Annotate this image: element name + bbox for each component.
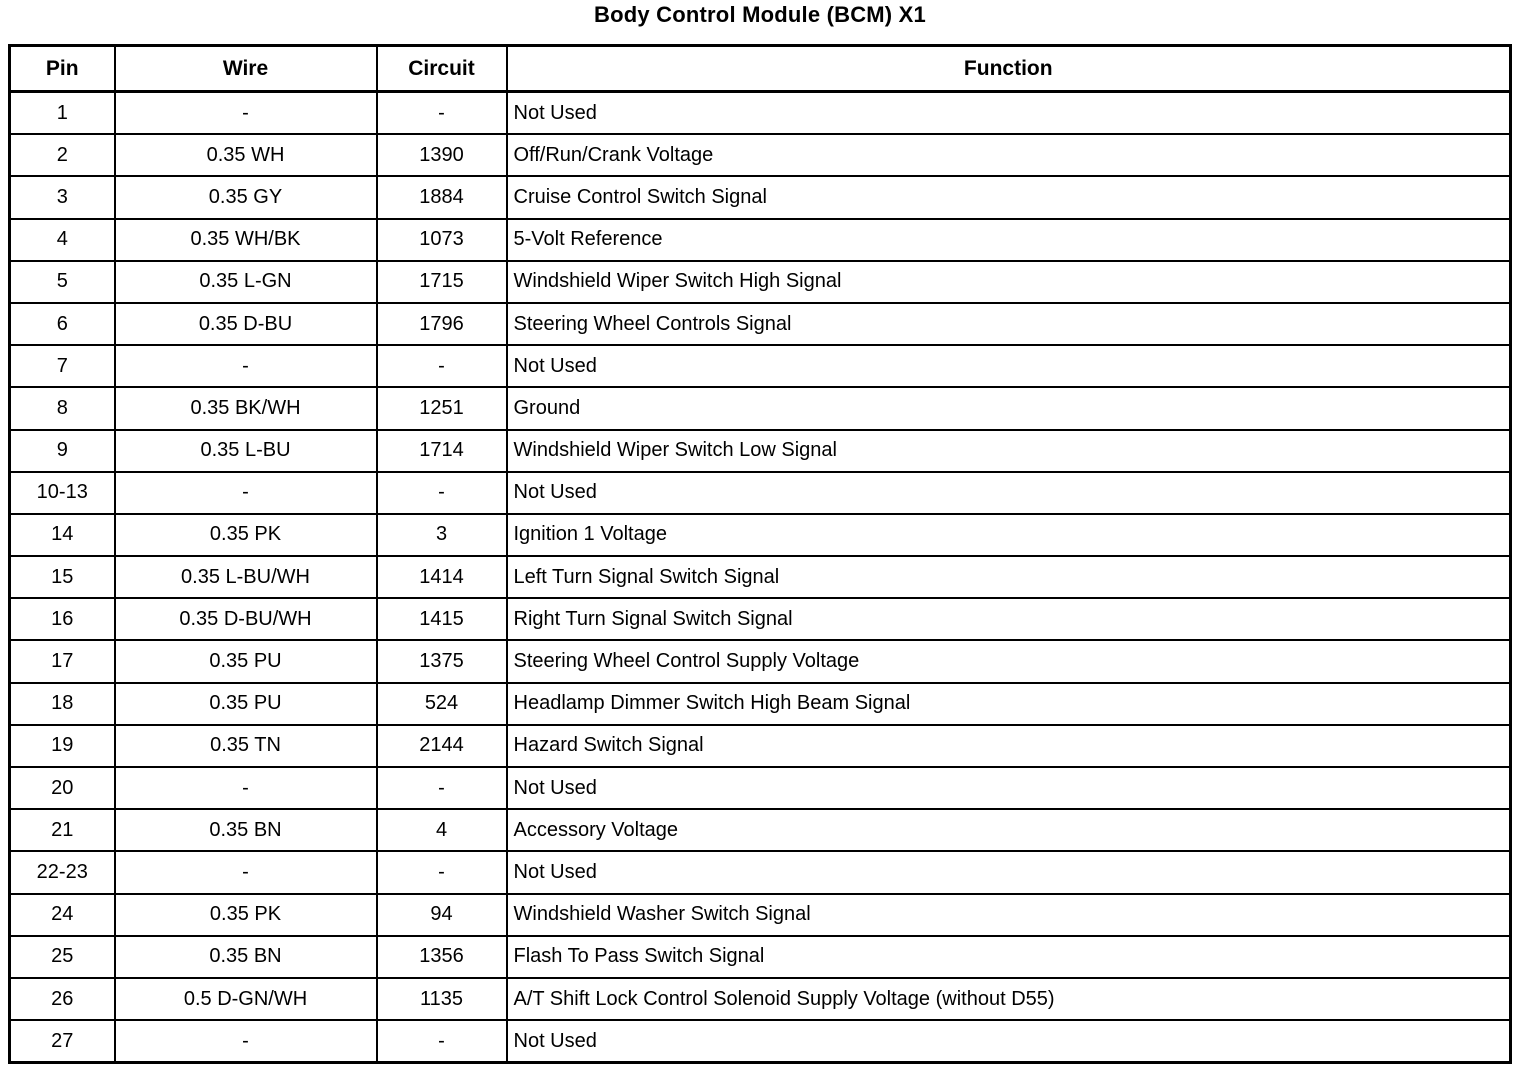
pin-cell: 27 — [10, 1020, 115, 1063]
wire-cell: 0.35 WH — [115, 134, 377, 176]
function-cell: Not Used — [507, 92, 1511, 135]
circuit-cell: 1375 — [377, 640, 507, 682]
wire-cell: 0.35 PU — [115, 683, 377, 725]
function-cell: Steering Wheel Control Supply Voltage — [507, 640, 1511, 682]
circuit-cell: 4 — [377, 809, 507, 851]
pin-cell: 14 — [10, 514, 115, 556]
wire-cell: 0.35 BK/WH — [115, 387, 377, 429]
function-cell: Ignition 1 Voltage — [507, 514, 1511, 556]
pin-cell: 20 — [10, 767, 115, 809]
table-row — [10, 640, 1511, 682]
function-cell: Not Used — [507, 345, 1511, 387]
table-row — [10, 430, 1511, 472]
circuit-cell: - — [377, 767, 507, 809]
pin-cell: 2 — [10, 134, 115, 176]
table-row — [10, 936, 1511, 978]
wire-cell: 0.35 L-BU/WH — [115, 556, 377, 598]
wire-cell: 0.35 BN — [115, 936, 377, 978]
pin-cell: 1 — [10, 92, 115, 135]
table-row — [10, 598, 1511, 640]
pin-cell: 9 — [10, 430, 115, 472]
pin-cell: 5 — [10, 261, 115, 303]
circuit-cell: 1251 — [377, 387, 507, 429]
wire-cell: - — [115, 851, 377, 893]
circuit-cell: 1414 — [377, 556, 507, 598]
pin-cell: 3 — [10, 176, 115, 218]
pin-cell: 7 — [10, 345, 115, 387]
circuit-cell: 1796 — [377, 303, 507, 345]
wire-cell: 0.35 TN — [115, 725, 377, 767]
circuit-cell: 1390 — [377, 134, 507, 176]
wire-cell: 0.35 L-BU — [115, 430, 377, 472]
pin-cell: 18 — [10, 683, 115, 725]
function-cell: Steering Wheel Controls Signal — [507, 303, 1511, 345]
table-row — [10, 683, 1511, 725]
circuit-cell: 524 — [377, 683, 507, 725]
table-row — [10, 1020, 1511, 1063]
wire-cell: 0.35 WH/BK — [115, 219, 377, 261]
function-cell: Windshield Wiper Switch Low Signal — [507, 430, 1511, 472]
function-cell: Accessory Voltage — [507, 809, 1511, 851]
table-row — [10, 767, 1511, 809]
pin-cell: 8 — [10, 387, 115, 429]
function-cell: 5-Volt Reference — [507, 219, 1511, 261]
wire-cell: 0.5 D-GN/WH — [115, 978, 377, 1020]
wire-cell: - — [115, 1020, 377, 1063]
circuit-cell: 1356 — [377, 936, 507, 978]
wire-cell: 0.35 PK — [115, 894, 377, 936]
table-row — [10, 345, 1511, 387]
wire-cell: - — [115, 345, 377, 387]
pin-cell: 16 — [10, 598, 115, 640]
circuit-cell: 2144 — [377, 725, 507, 767]
table-row — [10, 92, 1511, 135]
circuit-cell: - — [377, 1020, 507, 1063]
pin-cell: 25 — [10, 936, 115, 978]
circuit-cell: 1715 — [377, 261, 507, 303]
circuit-cell: - — [377, 851, 507, 893]
wire-cell: - — [115, 92, 377, 135]
wire-cell: - — [115, 472, 377, 514]
circuit-cell: - — [377, 345, 507, 387]
pin-cell: 22-23 — [10, 851, 115, 893]
table-row — [10, 261, 1511, 303]
function-cell: Cruise Control Switch Signal — [507, 176, 1511, 218]
table-row — [10, 894, 1511, 936]
function-cell: Flash To Pass Switch Signal — [507, 936, 1511, 978]
table-row — [10, 809, 1511, 851]
table-header-row — [10, 46, 1511, 92]
function-cell: Windshield Wiper Switch High Signal — [507, 261, 1511, 303]
table-body — [10, 92, 1511, 1063]
circuit-cell: 1714 — [377, 430, 507, 472]
pin-cell: 15 — [10, 556, 115, 598]
circuit-cell: 1884 — [377, 176, 507, 218]
pin-cell: 4 — [10, 219, 115, 261]
function-cell: Right Turn Signal Switch Signal — [507, 598, 1511, 640]
header-cell-wire: Wire — [115, 46, 377, 92]
table-row — [10, 134, 1511, 176]
pin-cell: 19 — [10, 725, 115, 767]
header-cell-function: Function — [507, 46, 1511, 92]
function-cell: Windshield Washer Switch Signal — [507, 894, 1511, 936]
function-cell: A/T Shift Lock Control Solenoid Supply Voltage (without D55) — [507, 978, 1511, 1020]
function-cell: Ground — [507, 387, 1511, 429]
wire-cell: 0.35 L-GN — [115, 261, 377, 303]
wire-cell: 0.35 GY — [115, 176, 377, 218]
circuit-cell: - — [377, 472, 507, 514]
pin-cell: 10-13 — [10, 472, 115, 514]
circuit-cell: 1415 — [377, 598, 507, 640]
function-cell: Not Used — [507, 767, 1511, 809]
wire-cell: - — [115, 767, 377, 809]
function-cell: Not Used — [507, 1020, 1511, 1063]
table-row — [10, 176, 1511, 218]
table-row — [10, 472, 1511, 514]
circuit-cell: 3 — [377, 514, 507, 556]
pin-cell: 6 — [10, 303, 115, 345]
pin-cell: 21 — [10, 809, 115, 851]
wire-cell: 0.35 PU — [115, 640, 377, 682]
table-row — [10, 725, 1511, 767]
wire-cell: 0.35 D-BU — [115, 303, 377, 345]
table-row — [10, 514, 1511, 556]
function-cell: Not Used — [507, 851, 1511, 893]
pin-cell: 24 — [10, 894, 115, 936]
pin-cell: 17 — [10, 640, 115, 682]
table-row — [10, 556, 1511, 598]
wire-cell: 0.35 PK — [115, 514, 377, 556]
function-cell: Hazard Switch Signal — [507, 725, 1511, 767]
pin-cell: 26 — [10, 978, 115, 1020]
circuit-cell: 1073 — [377, 219, 507, 261]
table-row — [10, 387, 1511, 429]
circuit-cell: - — [377, 92, 507, 135]
function-cell: Not Used — [507, 472, 1511, 514]
wire-cell: 0.35 BN — [115, 809, 377, 851]
table-row — [10, 978, 1511, 1020]
bcm-pinout-table — [8, 44, 1512, 1064]
page-title: Body Control Module (BCM) X1 — [594, 2, 926, 27]
table-row — [10, 303, 1511, 345]
header-cell-circuit: Circuit — [377, 46, 507, 92]
circuit-cell: 1135 — [377, 978, 507, 1020]
table-row — [10, 851, 1511, 893]
header-cell-pin: Pin — [10, 46, 115, 92]
function-cell: Headlamp Dimmer Switch High Beam Signal — [507, 683, 1511, 725]
function-cell: Left Turn Signal Switch Signal — [507, 556, 1511, 598]
wire-cell: 0.35 D-BU/WH — [115, 598, 377, 640]
circuit-cell: 94 — [377, 894, 507, 936]
function-cell: Off/Run/Crank Voltage — [507, 134, 1511, 176]
table-row — [10, 219, 1511, 261]
